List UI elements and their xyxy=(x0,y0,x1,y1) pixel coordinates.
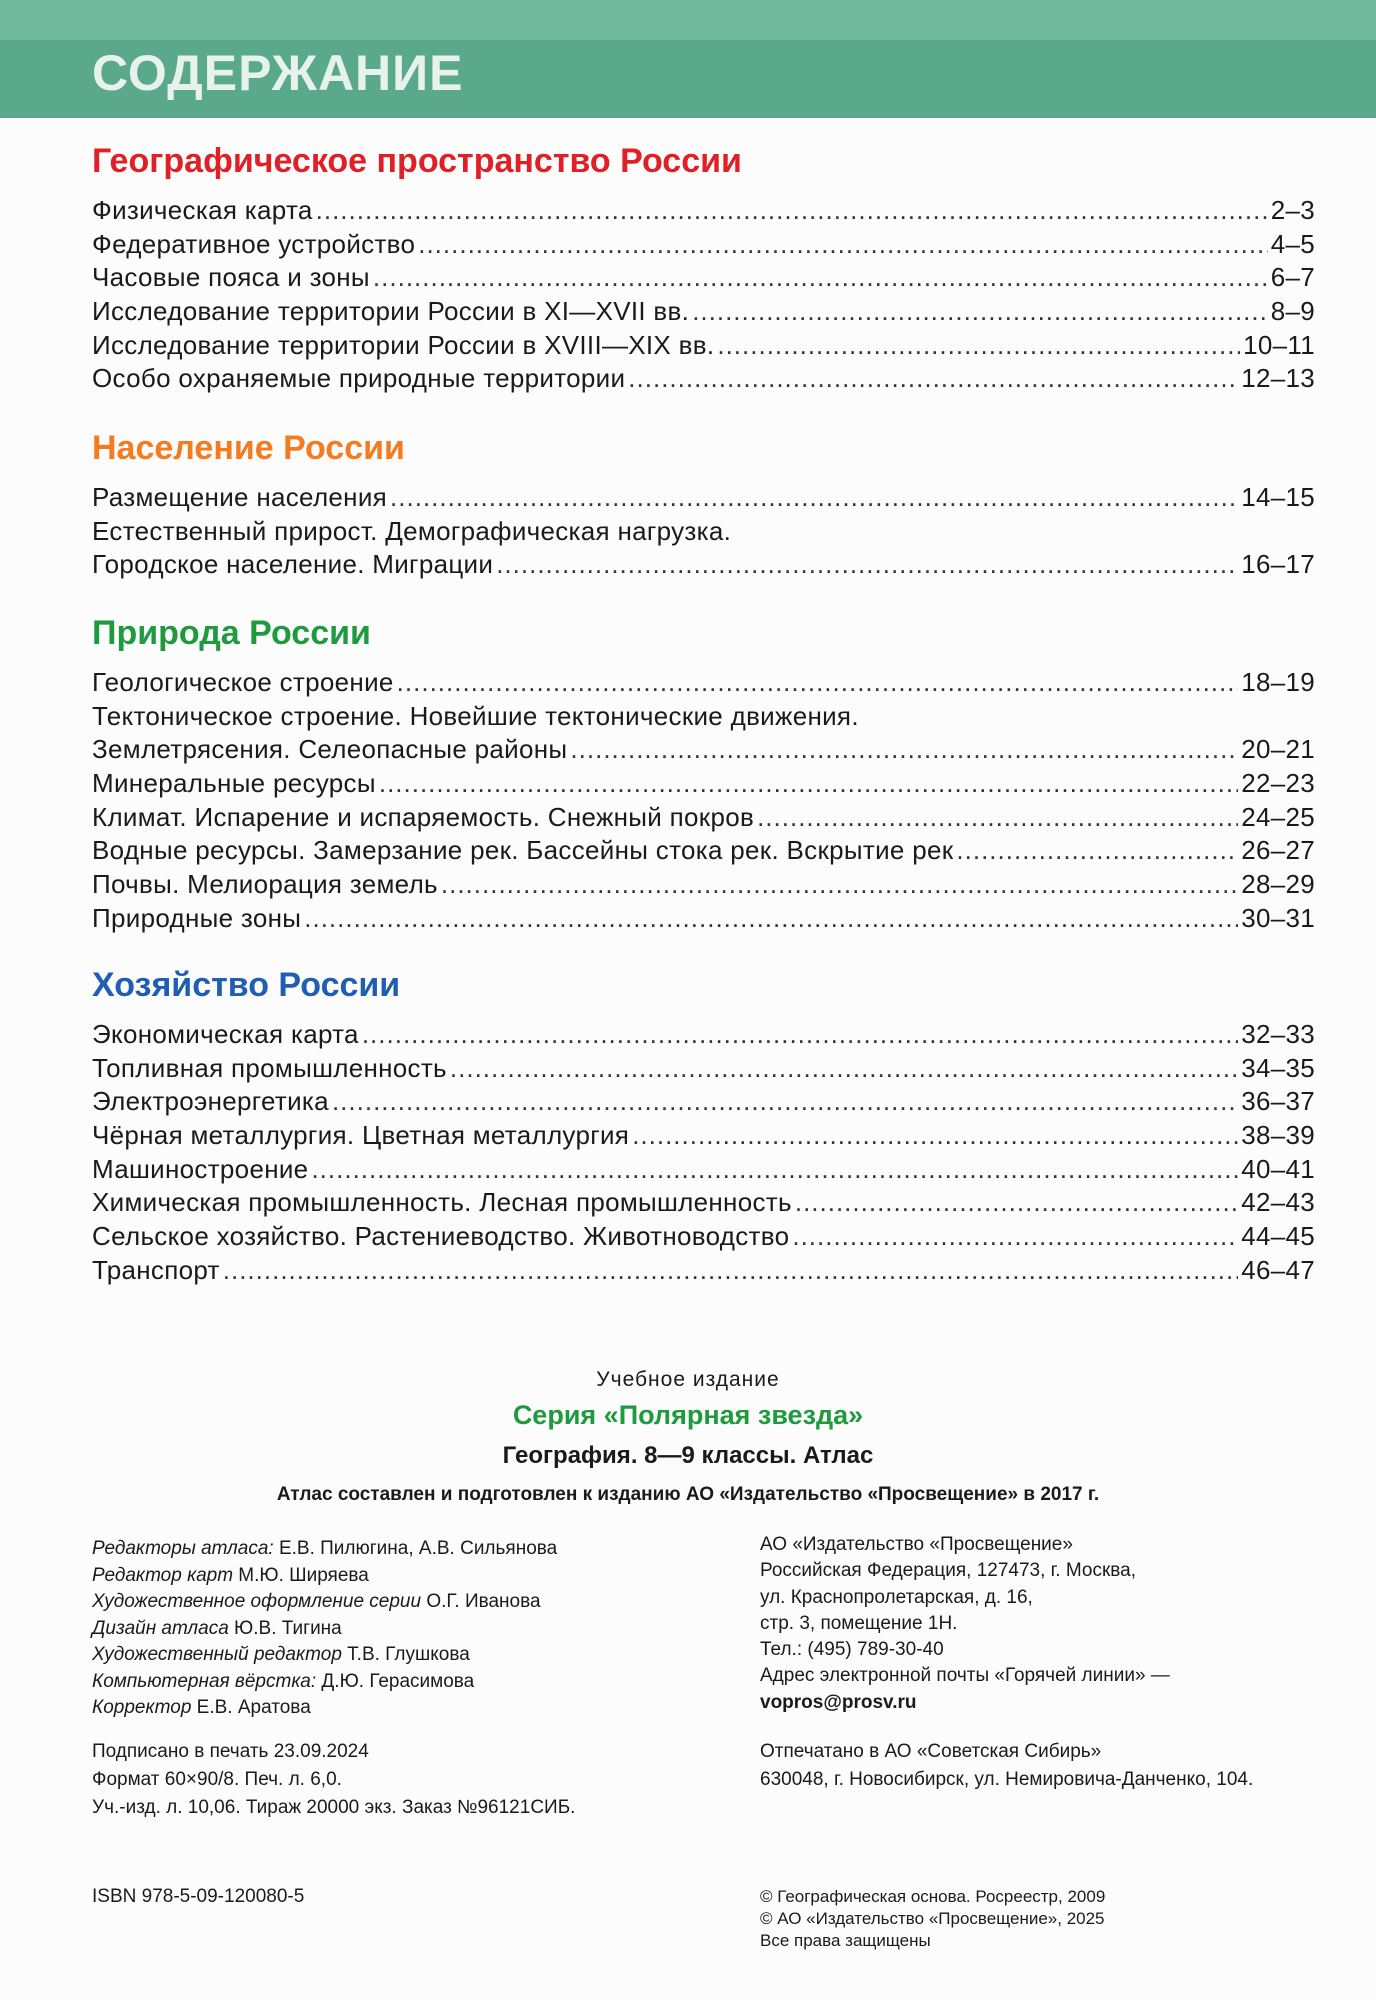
toc-entry xyxy=(92,801,1315,835)
dot-leader xyxy=(332,1085,1238,1119)
credit-line xyxy=(92,1536,732,1563)
toc-entry-label: Естественный прирост. Демографическая нагрузка. xyxy=(92,515,732,546)
toc-entry xyxy=(92,481,1315,515)
toc-entry xyxy=(92,1018,1315,1052)
dot-leader xyxy=(441,868,1238,902)
publisher-address-line: стр. 3, помещение 1Н. xyxy=(760,1612,958,1634)
dot-leader xyxy=(304,902,1238,936)
publisher-name: АО «Издательство «Просвещение» xyxy=(760,1534,1073,1555)
credit-role: Редактор карт xyxy=(92,1564,234,1586)
toc-entry-pages: 36–37 xyxy=(1241,1086,1315,1117)
toc-entry-label: Топливная промышленность xyxy=(92,1052,447,1083)
toc-entry-label: Экономическая карта xyxy=(92,1019,359,1049)
toc-entry-pages: 26–27 xyxy=(1241,835,1315,866)
credit-name: М.Ю. Ширяева xyxy=(233,1564,369,1586)
toc-entry-label: Водные ресурсы. Замерзание рек. Бассейны стока рек. Вскрытие рек xyxy=(92,835,954,866)
toc-entry-label: Физическая карта xyxy=(92,195,313,225)
dot-leader xyxy=(316,194,1268,228)
toc-entry-pages: 44–45 xyxy=(1241,1221,1315,1252)
dot-leader xyxy=(223,1254,1238,1288)
edition-type: Учебное издание xyxy=(596,1368,780,1391)
dot-leader xyxy=(628,362,1238,396)
toc-entry-label: Землетрясения. Селеопасные районы xyxy=(92,734,568,765)
toc-entry-label: Чёрная металлургия. Цветная металлургия xyxy=(92,1120,630,1151)
section-title: Географическое пространство России xyxy=(92,142,742,180)
toc-entry-label: Тектоническое строение. Новейшие тектонические движения. xyxy=(92,700,859,731)
toc-entry-pages: 46–47 xyxy=(1241,1254,1315,1285)
toc-entry xyxy=(92,834,1315,868)
toc-entry xyxy=(92,548,1315,582)
copyright-block xyxy=(760,1886,1105,1952)
toc-entry-pages: 4–5 xyxy=(1270,228,1315,259)
toc-entry xyxy=(92,700,1315,734)
toc-entry-pages: 8–9 xyxy=(1270,296,1315,327)
toc-entry-label: Городское население. Миграции xyxy=(92,549,494,580)
toc-entry-pages: 18–19 xyxy=(1241,667,1315,697)
circulation-line: Уч.-изд. л. 10,06. Тираж 20000 экз. Заказ №96121СИБ. xyxy=(92,1797,576,1818)
dot-leader xyxy=(956,834,1238,868)
credit-name: Д.Ю. Герасимова xyxy=(316,1670,475,1692)
printer-info xyxy=(760,1738,1253,1794)
credit-name: Ю.В. Тигина xyxy=(228,1617,342,1639)
toc-entry xyxy=(92,666,1315,700)
toc-entry-pages: 28–29 xyxy=(1241,869,1315,900)
toc-entry xyxy=(92,1119,1315,1153)
credit-line xyxy=(92,1616,732,1643)
series-title: Серия «Полярная звезда» xyxy=(512,1400,864,1430)
section-title: Население России xyxy=(92,429,405,467)
toc-entry xyxy=(92,1153,1315,1187)
toc-entry-label: Транспорт xyxy=(92,1254,220,1285)
toc-entry-pages: 20–21 xyxy=(1241,734,1315,765)
credit-role: Художественное оформление серии xyxy=(92,1591,422,1612)
hotline-email: vopros@prosv.ru xyxy=(760,1691,917,1713)
toc-entry-pages: 38–39 xyxy=(1241,1120,1315,1151)
toc-entry-pages: 22–23 xyxy=(1241,768,1315,799)
toc-entry xyxy=(92,515,1315,549)
dot-leader xyxy=(379,767,1238,801)
toc-entry xyxy=(92,362,1315,396)
toc-entry-label: Химическая промышленность. Лесная промышленность xyxy=(92,1187,792,1218)
print-details xyxy=(92,1738,575,1822)
toc-entry-pages: 42–43 xyxy=(1241,1187,1315,1218)
toc-entry xyxy=(92,1186,1315,1220)
dot-leader xyxy=(795,1186,1238,1220)
toc-entry-label: Электроэнергетика xyxy=(92,1086,329,1117)
toc-entry-label: Почвы. Мелиорация земель xyxy=(92,869,438,900)
toc-entry xyxy=(92,261,1315,295)
toc-entry-label: Машиностроение xyxy=(92,1153,309,1184)
credit-name: Е.В. Пилюгина, А.В. Сильянова xyxy=(273,1538,558,1559)
publisher-phone: Тел.: (495) 789-30-40 xyxy=(760,1639,944,1661)
dot-leader xyxy=(632,1119,1238,1153)
dot-leader xyxy=(450,1052,1238,1086)
section-title: Хозяйство России xyxy=(92,966,401,1004)
toc-entry-pages: 32–33 xyxy=(1241,1019,1315,1049)
copyright-line: © АО «Издательство «Просвещение», 2025 xyxy=(760,1909,1105,1928)
toc-entry xyxy=(92,228,1315,262)
dot-leader xyxy=(311,1153,1238,1187)
credit-role: Редакторы атласа: xyxy=(92,1538,274,1559)
credit-role: Дизайн атласа xyxy=(92,1617,229,1639)
toc-entry xyxy=(92,194,1315,228)
publisher-address-line: Российская Федерация, 127473, г. Москва, xyxy=(760,1560,1136,1582)
toc-entry-label: Сельское хозяйство. Растениеводство. Животноводство xyxy=(92,1221,790,1252)
toc-entry xyxy=(92,1220,1315,1254)
toc-entry-pages: 24–25 xyxy=(1241,801,1315,832)
dot-leader xyxy=(757,801,1238,835)
dot-leader xyxy=(792,1220,1238,1254)
toc-entry xyxy=(92,767,1315,801)
dot-leader xyxy=(390,481,1238,515)
publisher-address-line: ул. Краснопролетарская, д. 16, xyxy=(760,1586,1033,1608)
dot-leader xyxy=(692,295,1268,329)
credit-line xyxy=(92,1642,732,1669)
toc-entry-label: Климат. Испарение и испаряемость. Снежный покров xyxy=(92,801,755,832)
copyright-line: © Географическая основа. Росреестр, 2009 xyxy=(760,1887,1106,1906)
toc-entry-pages: 14–15 xyxy=(1241,482,1315,512)
toc-entry-pages: 2–3 xyxy=(1270,195,1315,225)
signed-date: Подписано в печать 23.09.2024 xyxy=(92,1741,369,1762)
toc-entry-label: Особо охраняемые природные территории xyxy=(92,363,626,394)
toc-entry xyxy=(92,733,1315,767)
credits-list xyxy=(92,1536,732,1722)
toc-entry-pages: 30–31 xyxy=(1241,902,1315,933)
publisher-info xyxy=(760,1532,1360,1716)
credit-line xyxy=(92,1589,732,1616)
toc-entry xyxy=(92,868,1315,902)
rights-reserved: Все права защищены xyxy=(760,1931,931,1950)
book-title: География. 8—9 классы. Атлас xyxy=(502,1442,874,1469)
toc-section xyxy=(92,138,1315,396)
toc-entry-label: Исследование территории России в XVIII—XIX вв. xyxy=(92,329,715,360)
dot-leader xyxy=(373,261,1268,295)
toc-entry xyxy=(92,1254,1315,1288)
printer-name: Отпечатано в АО «Советская Сибирь» xyxy=(760,1741,1102,1762)
hotline-email-label: Адрес электронной почты «Горячей линии» — xyxy=(760,1665,1170,1687)
toc-entry xyxy=(92,902,1315,936)
credit-name: О.Г. Иванова xyxy=(421,1591,541,1612)
toc-entry-label: Размещение населения xyxy=(92,482,388,512)
toc-entry-label: Природные зоны xyxy=(92,902,302,933)
dot-leader xyxy=(418,228,1267,262)
toc-entry-label: Геологическое строение xyxy=(92,667,394,697)
section-title: Природа России xyxy=(92,614,371,652)
credit-line xyxy=(92,1563,732,1590)
toc-section xyxy=(92,425,1315,582)
toc-section xyxy=(92,962,1315,1288)
credit-role: Компьютерная вёрстка: xyxy=(92,1670,317,1692)
toc-entry-pages: 12–13 xyxy=(1241,363,1315,394)
toc-entry-pages: 16–17 xyxy=(1241,549,1315,580)
credit-role: Корректор xyxy=(92,1697,192,1718)
toc-entry-pages: 10–11 xyxy=(1243,329,1315,360)
page-title: СОДЕРЖАНИЕ xyxy=(92,45,464,101)
prepared-note: Атлас составлен и подготовлен к изданию АО «Издательство «Просвещение» в 2017 г. xyxy=(276,1484,1100,1505)
dot-leader xyxy=(362,1018,1238,1052)
dot-leader xyxy=(496,548,1238,582)
toc-entry xyxy=(92,1052,1315,1086)
credit-name: Т.В. Глушкова xyxy=(341,1644,470,1665)
toc-entry xyxy=(92,1085,1315,1119)
toc-entry-label: Часовые пояса и зоны xyxy=(92,262,370,293)
toc-entry-label: Исследование территории России в XI—XVII вв. xyxy=(92,296,690,327)
dot-leader xyxy=(570,733,1238,767)
toc-entry-label: Федеративное устройство xyxy=(92,228,416,259)
toc-entry-pages: 6–7 xyxy=(1270,262,1315,293)
credit-name: Е.В. Аратова xyxy=(191,1697,311,1718)
toc-entry-label: Минеральные ресурсы xyxy=(92,768,376,799)
toc-entry-pages: 34–35 xyxy=(1241,1052,1315,1083)
toc-section xyxy=(92,610,1315,936)
toc-entry-pages: 40–41 xyxy=(1241,1153,1315,1184)
credit-line xyxy=(92,1695,732,1722)
credit-line xyxy=(92,1669,732,1696)
toc-entry xyxy=(92,329,1315,363)
format-line: Формат 60×90/8. Печ. л. 6,0. xyxy=(92,1769,342,1790)
toc-entry xyxy=(92,295,1315,329)
dot-leader xyxy=(397,666,1239,700)
printer-address: 630048, г. Новосибирск, ул. Немировича-Данченко, 104. xyxy=(760,1769,1254,1790)
isbn: ISBN 978-5-09-120080-5 xyxy=(92,1886,305,1907)
header-band-top-strip xyxy=(0,0,1376,40)
dot-leader xyxy=(717,329,1240,363)
credit-role: Художественный редактор xyxy=(92,1644,342,1665)
